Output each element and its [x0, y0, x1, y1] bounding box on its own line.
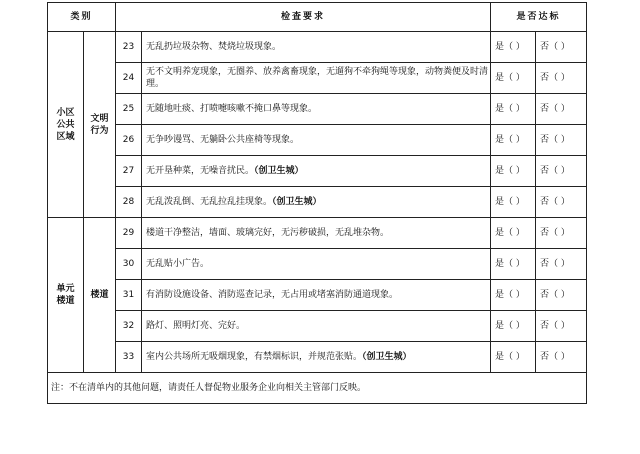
- no-option[interactable]: 否（ ）: [536, 218, 587, 249]
- item-number: 30: [116, 249, 142, 280]
- subcategory-label: 楼道: [90, 290, 109, 300]
- no-option[interactable]: 否（ ）: [536, 156, 587, 187]
- category-unit-stairway: [48, 218, 84, 373]
- item-number: 33: [116, 342, 142, 373]
- yes-option[interactable]: 是（ ）: [491, 342, 536, 373]
- no-option[interactable]: 否（ ）: [536, 311, 587, 342]
- yes-option[interactable]: 是（ ）: [491, 32, 536, 63]
- item-number: 32: [116, 311, 142, 342]
- item-requirement: 无乱扔垃圾杂物、焚烧垃圾现象。: [142, 32, 491, 63]
- yes-option[interactable]: 是（ ）: [491, 311, 536, 342]
- item-number: 26: [116, 125, 142, 156]
- no-option[interactable]: 否（ ）: [536, 249, 587, 280]
- item-number: 31: [116, 280, 142, 311]
- no-option[interactable]: 否（ ）: [536, 94, 587, 125]
- header-requirements: 检查要求: [116, 3, 491, 32]
- no-option[interactable]: 否（ ）: [536, 280, 587, 311]
- yes-option[interactable]: 是（ ）: [491, 156, 536, 187]
- table-row: [48, 342, 587, 373]
- category-public-area: [48, 32, 84, 218]
- header-row: [48, 3, 587, 32]
- item-requirement: 室内公共场所无吸烟现象，有禁烟标识，并规范张贴。（创卫生城）: [142, 342, 491, 373]
- table-row: [48, 94, 587, 125]
- no-option[interactable]: 否（ ）: [536, 187, 587, 218]
- item-number: 29: [116, 218, 142, 249]
- subcategory-civilized-behavior: [84, 32, 116, 218]
- subcategory-label: 文明行为: [90, 113, 109, 136]
- header-compliance: 是否达标: [491, 3, 587, 32]
- header-category: 类别: [48, 3, 116, 32]
- item-requirement: 有消防设施设备、消防巡查记录，无占用或堵塞消防通道现象。: [142, 280, 491, 311]
- table-row: [48, 63, 587, 94]
- item-number: 24: [116, 63, 142, 94]
- table-row: [48, 311, 587, 342]
- subcategory-stairway: [84, 218, 116, 373]
- item-requirement: 路灯、照明灯亮、完好。: [142, 311, 491, 342]
- item-number: 28: [116, 187, 142, 218]
- no-option[interactable]: 否（ ）: [536, 125, 587, 156]
- table-row: [48, 32, 587, 63]
- yes-option[interactable]: 是（ ）: [491, 249, 536, 280]
- item-requirement: 无不文明养宠现象，无圈养、放养禽畜现象，无遛狗不牵狗绳等现象，动物粪便及时清理。: [142, 63, 491, 94]
- yes-option[interactable]: 是（ ）: [491, 125, 536, 156]
- yes-option[interactable]: 是（ ）: [491, 94, 536, 125]
- no-option[interactable]: 否（ ）: [536, 63, 587, 94]
- note-row: [48, 373, 587, 404]
- item-number: 23: [116, 32, 142, 63]
- item-number: 27: [116, 156, 142, 187]
- item-number: 25: [116, 94, 142, 125]
- table-row: [48, 249, 587, 280]
- yes-option[interactable]: 是（ ）: [491, 280, 536, 311]
- table-row: [48, 218, 587, 249]
- item-requirement: 无乱贴小广告。: [142, 249, 491, 280]
- footnote: 注：不在清单内的其他问题，请责任人督促物业服务企业向相关主管部门反映。: [48, 373, 587, 404]
- table-row: [48, 280, 587, 311]
- item-requirement: 无乱泼乱倒、无乱拉乱挂现象。（创卫生城）: [142, 187, 491, 218]
- item-requirement: 无开垦种菜，无噪音扰民。（创卫生城）: [142, 156, 491, 187]
- table-row: [48, 187, 587, 218]
- yes-option[interactable]: 是（ ）: [491, 218, 536, 249]
- no-option[interactable]: 否（ ）: [536, 32, 587, 63]
- item-requirement: 无随地吐痰、打喷嚏咳嗽不掩口鼻等现象。: [142, 94, 491, 125]
- category-label: 小区公共区域: [56, 107, 75, 142]
- yes-option[interactable]: 是（ ）: [491, 63, 536, 94]
- item-requirement: 楼道干净整洁，墙面、玻璃完好，无污秽破损，无乱堆杂物。: [142, 218, 491, 249]
- yes-option[interactable]: 是（ ）: [491, 187, 536, 218]
- table-row: [48, 156, 587, 187]
- category-label: 单元楼道: [56, 284, 75, 306]
- inspection-table: [47, 2, 587, 404]
- table-row: [48, 125, 587, 156]
- no-option[interactable]: 否（ ）: [536, 342, 587, 373]
- item-requirement: 无争吵谩骂、无躺卧公共座椅等现象。: [142, 125, 491, 156]
